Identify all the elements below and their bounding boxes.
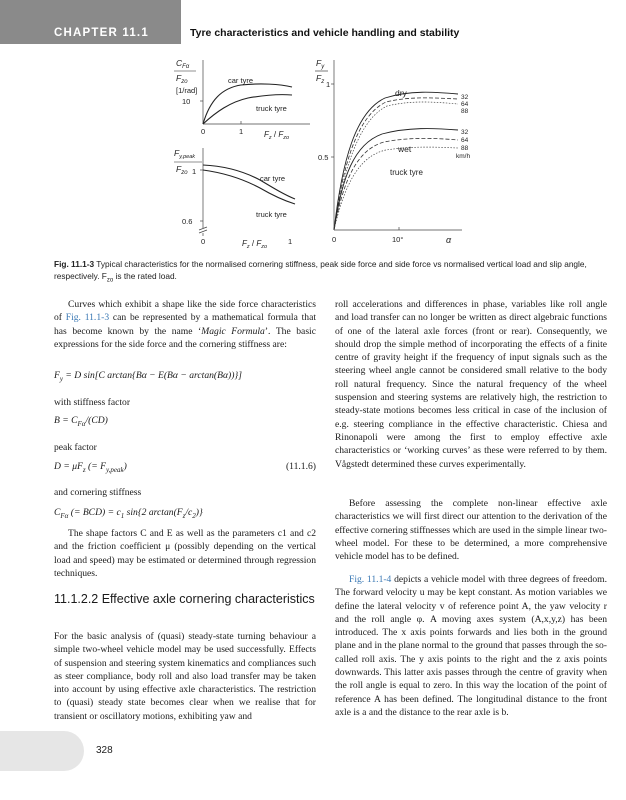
lt-ytick-10: 10 [182, 97, 191, 106]
panel-cornering-stiffness [174, 58, 310, 141]
peak-factor-label: peak factor [54, 442, 97, 453]
lt-label-car: car tyre [228, 76, 254, 85]
lb-ytick-06: 0.6 [182, 217, 193, 226]
figure-11-1-3 [160, 52, 626, 252]
caption-text: Typical characteristics for the normalised cornering stiffness, peak side force and side force vs normalised vertical load and slip angle, respectively. F [54, 259, 587, 281]
lt-ylabel-unit: [1/rad] [176, 86, 198, 95]
lt-ylabel-bottom: $F_{zo}$ [176, 73, 188, 85]
r-xtick-0: 0 [332, 235, 337, 244]
r-dry-speed-64: 64 [461, 101, 469, 108]
lt-label-truck: truck tyre [256, 104, 287, 113]
r-ylabel-top: $F_y$ [316, 58, 325, 70]
figure-caption [54, 259, 614, 287]
section-heading: 11.1.2.2 Effective axle cornering characteristics [54, 592, 315, 606]
left-para-3: For the basic analysis of (quasi) steady-state turning behaviour a simple two-wheel vehicle model may be used successfully. Effects of suspension and steering system kinematics and compliances such as steer compliance, body roll and also load transfer may be taken into account by using effective axle characteristics. The restriction to (quasi) steady state becomes clear when we realise that for transient or oscillatory motions, exhibiting yaw and [54, 631, 316, 722]
lb-ytick-1: 1 [192, 167, 197, 176]
caption-label: Fig. 11.1-3 [54, 259, 95, 269]
lb-label-car: car tyre [260, 174, 286, 183]
equation-cornering-stiffness: $C_{F\alpha}$ (= $BCD) = c_1$ sin{2 $\arctan(F_z/c_2)$} [54, 507, 203, 520]
lb-ylabel-bottom: $F_{zo}$ [176, 164, 188, 176]
right-para-1: roll accelerations and differences in phase, variables like roll angle and load transfer can no longer be written as direct algebraic functions of one of the lateral axle forces (front or rear). Consequently, we should drop the simple method of incorporating the effects of a finite centre of gravity height if the frequency of input signals such as the steering wheel angle cannot be considered small relative to the body roll natural frequency. Since the natural frequency of the wheel suspension and steering systems are relatively high, the restriction to steady-state motions becomes less critical in case of the inclusion of e.g. steering compliance in the effective characteristic. Chiesa and Rinonapoli were among the first to employ effective axle characteristics or ‘working curves’ as these were referred to by them. Vågstedt determined these curves experimentally. [335, 299, 607, 470]
r-curve-wet-88 [334, 147, 458, 230]
r-ytick-1: 1 [326, 80, 331, 89]
panel-peak-side-force [174, 148, 295, 250]
r-curve-wet-64 [334, 138, 458, 230]
figure-ref-11-1-4[interactable]: Fig. 11.1-4 [349, 574, 392, 585]
equation-peak-factor: $D = \mu F_z$ (= $F_{y,peak}$) (11.1.6) [54, 461, 316, 474]
r-wet-speed-32: 32 [461, 129, 469, 136]
cornering-stiffness-label: and cornering stiffness [54, 487, 142, 498]
r-label-dry: dry [395, 88, 407, 98]
running-header [0, 0, 626, 44]
r-speed-unit: km/h [456, 153, 471, 160]
r-curve-dry-88 [334, 102, 458, 230]
right-para-3: Fig. 11.1-4 depicts a vehicle model with three degrees of freedom. The forward velocity u may be kept constant. As motion variables we define the lateral velocity v of reference point A, the yaw velocity r and the roll angle φ. A moving axes system (A,x,y,z) has been introduced. The x axis points forwards and lies both in the ground plane and in the plane normal to the ground that passes through the so-called roll axis. The y axis points to the right and the z axis points downwards. This latter axis passes through the centre of gravity when the roll angle is equal to zero. In this way the location of the point of reference A has been defined. The longitudinal distance to the front axle is a and the distance to the rear axle is b. [335, 574, 607, 718]
figure-ref-11-1-3[interactable]: Fig. 11.1-3 [65, 312, 110, 324]
r-wet-speed-64: 64 [461, 137, 469, 144]
r-xtick-10: 10° [392, 235, 404, 244]
with-stiffness-label: with stiffness factor [54, 397, 131, 408]
lb-label-truck: truck tyre [256, 210, 287, 219]
right-para-2: Before assessing the complete non-linear effective axle characteristics we will first direct our attention to the derivation of the effective cornering stiffnesses which are used in the simple linear two-wheel model. For these to be determined, a more comprehensive vehicle model has to be defined. [335, 498, 607, 563]
equation-number: (11.1.6) [285, 461, 316, 472]
r-curve-wet-32 [334, 129, 458, 230]
lb-xtick-0: 0 [201, 237, 206, 246]
lb-xtick-1: 1 [288, 237, 293, 246]
caption-tail: is the rated load. [113, 270, 177, 281]
r-dry-speed-32: 32 [461, 94, 469, 101]
lt-xlabel: $F_z / F_{zo}$ [264, 130, 290, 141]
lt-ylabel-top: $C_{F\alpha}$ [176, 58, 190, 70]
equation-side-force: $F_y = D$ sin[C arctan{Bα − E(Bα − arctan(Bα))}] [54, 370, 242, 383]
left-para-2: The shape factors C and E as well as the parameters c1 and c2 and the friction coefficient μ (possibly depending on the vertical load and speed) may be estimated or determined through regression techniques. [54, 528, 316, 579]
chapter-title: Tyre characteristics and vehicle handling and stability [190, 27, 460, 39]
r-ytick-05: 0.5 [318, 153, 329, 162]
lt-xtick-1: 1 [239, 127, 244, 136]
page-number-tab [0, 731, 84, 771]
r-xlabel-alpha: α [446, 235, 452, 245]
lb-ylabel-top: $F_{y,peak}$ [174, 148, 195, 160]
lt-xtick-0: 0 [201, 127, 206, 136]
left-para-1: Curves which exhibit a shape like the side force characteristics of Fig. 11.1-3 can be represented by a mathematical formula that has become known by the name ‘Magic Formula’. The basic expressions for the side force and the cornering stiffness are: [54, 299, 316, 350]
r-label-truck: truck tyre [390, 168, 423, 177]
page-number: 328 [96, 745, 113, 756]
caption-sub: zo [106, 277, 114, 284]
r-label-wet: wet [398, 144, 412, 154]
r-ylabel-bottom: $F_z$ [316, 73, 325, 85]
chapter-label: CHAPTER 11.1 [54, 27, 149, 39]
r-curve-dry-64 [334, 98, 458, 230]
lb-xlabel: $F_z / F_{zo}$ [242, 239, 268, 250]
panel-side-force-vs-slip [315, 58, 470, 245]
equation-stiffness-factor: $B = C_{F\alpha}/(CD)$ [54, 415, 108, 428]
r-dry-speed-88: 88 [461, 108, 469, 115]
r-wet-speed-88: 88 [461, 145, 469, 152]
